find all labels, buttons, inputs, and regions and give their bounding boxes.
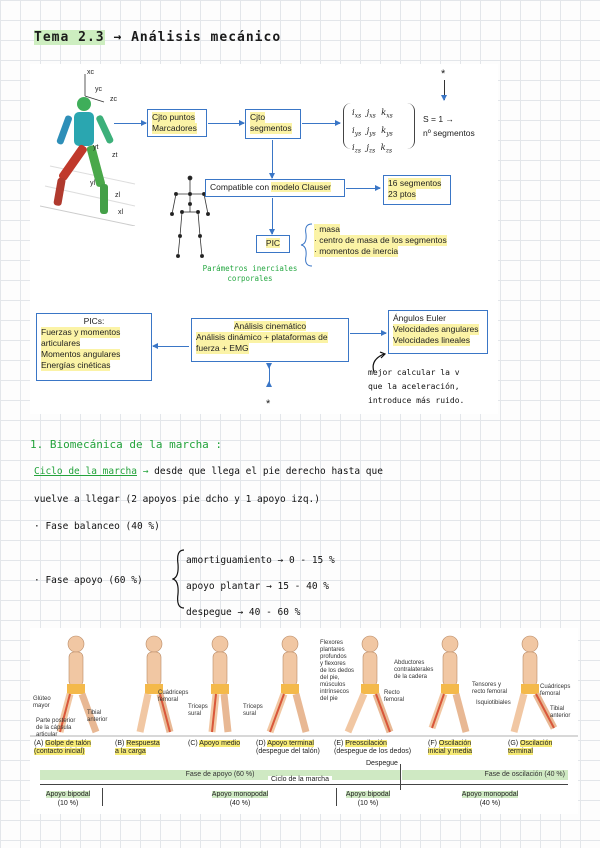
arrow-line: [272, 140, 273, 178]
star-mark: *: [266, 398, 271, 410]
phase-caption-c: (C) Apoyo medio: [188, 740, 241, 747]
markers-box: [147, 109, 207, 137]
muscle-label: Cuádriceps femoral: [158, 690, 189, 703]
axis-label: zc: [110, 96, 117, 103]
arrow-line: [272, 198, 273, 234]
phase-caption-f: (F) Oscilación inicial y media: [428, 740, 472, 755]
walker-b: [140, 636, 170, 732]
segment-count-box: [383, 175, 451, 205]
inertial-parameters-note: Parámetros inerciales corporales: [202, 264, 298, 283]
support-bipodal-1: Apoyo bipodal (10 %): [45, 791, 91, 807]
segments-box: [245, 109, 301, 139]
section-heading: 1. Biomecánica de la marcha :: [30, 438, 223, 451]
muscle-label: Tríceps sural: [188, 704, 208, 717]
arrow-line: [350, 333, 386, 334]
markers-line: Marcadores: [152, 123, 197, 133]
swing-band: Fase de oscilación (40 %): [402, 770, 568, 780]
muscle-label: Isquiotibiales: [476, 700, 511, 706]
stance-item: amortiguamiento → 0 - 15 %: [186, 555, 335, 566]
pics-output-box: [36, 313, 152, 381]
muscle-label: Recto femoral: [384, 690, 405, 703]
angles-box: [388, 310, 488, 354]
brace: [300, 222, 314, 268]
title-text: Análisis mecánico: [131, 30, 282, 45]
muscle-label: Glúteo mayor: [33, 696, 51, 709]
muscle-label: Tríceps sural: [243, 704, 263, 717]
title-arrow: →: [113, 30, 123, 45]
arrow-line: [444, 80, 445, 100]
axis-label: xc: [87, 69, 94, 76]
stance-band: Fase de apoyo (60 %): [40, 770, 400, 780]
cycle-label: Ciclo de la marcha: [268, 776, 332, 783]
pics-item: Momentos angulares: [41, 349, 121, 359]
walker-f: [432, 636, 466, 732]
pics-item: Fuerzas y momentos: [41, 327, 121, 337]
axis-label: xl: [118, 209, 124, 216]
matrix-row: $i_{ys}$ $j_{ys}$ $k_{ys}$: [352, 125, 393, 138]
pic-item: · centro de masa de los segmentos: [314, 235, 447, 245]
pic-list: [314, 224, 447, 257]
arrow-line: [269, 364, 270, 386]
phase-caption-e: (E) Preoscilación (despegue de los dedos): [334, 740, 412, 755]
cycle-text: desde que llega el pie derecho hasta que: [154, 466, 383, 477]
support-monopodal-1: Apoyo monopodal (40 %): [211, 791, 269, 807]
phase-caption-d: (D) Apoyo terminal (despegue del talón): [256, 740, 320, 755]
walker-d: [270, 636, 306, 732]
body-model-illustration: [40, 66, 140, 226]
despegue-label: Despegue: [366, 760, 398, 767]
phase-caption-a: (A) Golpe de talón (contacto inicial): [34, 740, 91, 755]
angles-title: Ángulos Euler: [393, 313, 446, 323]
cycle-line-2: vuelve a llegar (2 apoyos pie dcho y 1 apoyo izq.): [34, 494, 320, 505]
dynamic-analysis: Análisis dinámico + plataformas de: [196, 332, 328, 342]
muscle-label: Cuádriceps femoral: [540, 684, 571, 697]
support-bipodal-2: Apoyo bipodal (10 %): [345, 791, 391, 807]
muscle-label: Tensores y recto femoral: [472, 682, 508, 695]
angles-item: Velocidades lineales: [393, 335, 471, 345]
markers-line: Cjto puntos: [152, 112, 195, 122]
matrix-row: $i_{xs}$ $j_{xs}$ $k_{xs}$: [352, 108, 393, 120]
segments-count: 16 segmentos: [388, 178, 442, 188]
matrix-content: [352, 106, 393, 159]
support-monopodal-2: Apoyo monopodal (40 %): [461, 791, 519, 807]
cycle-line: [40, 784, 568, 785]
pic-item: · masa: [314, 224, 340, 234]
divider-line: [400, 764, 401, 790]
pics-item: Energías cinéticas: [41, 360, 111, 370]
segments-line: Cjto: [250, 112, 266, 122]
muscle-label: Parte posterior de la cápsula articular: [36, 718, 76, 738]
pic-box: PIC: [256, 235, 290, 253]
star-mark: *: [441, 68, 446, 80]
axis-label: zt: [112, 152, 118, 159]
segments-line: segmentos: [250, 123, 292, 133]
divider-line: [102, 788, 103, 806]
title-prefix: Tema 2.3: [34, 30, 105, 45]
walker-e: [348, 636, 390, 732]
muscle-label: Tibial anterior: [87, 710, 108, 723]
pics-title: PICs:: [83, 316, 105, 326]
pics-item: articulares: [41, 338, 81, 348]
kinematic-analysis: Análisis cinemático: [233, 321, 307, 331]
swing-phase: · Fase balanceo (40 %): [34, 521, 160, 532]
arrow-line: [208, 123, 244, 124]
arrow-line: [114, 123, 146, 124]
muscle-label: Abductores contralaterales de la cadera: [394, 660, 434, 680]
axis-label: yt: [93, 144, 99, 151]
cycle-line-1: [34, 466, 383, 477]
segments-note: nº segmentos: [423, 128, 475, 138]
compatible-box: Compatible con modelo Clauser: [205, 179, 345, 197]
axis-label: yl: [90, 180, 96, 187]
analysis-box: [191, 318, 349, 362]
arrow-line: [153, 346, 189, 347]
arrow-line: [346, 188, 380, 189]
phase-caption-g: (G) Oscilación terminal: [508, 740, 553, 755]
s-note: S = 1 →: [423, 114, 454, 124]
stance-item: apoyo plantar → 15 - 40 %: [186, 581, 329, 592]
stance-item: despegue → 40 - 60 %: [186, 607, 301, 618]
cycle-arrow: →: [142, 466, 149, 477]
brace: [172, 548, 186, 610]
handwritten-note: mejor calcular la v que la aceleración, introduce más ruido.: [368, 368, 465, 405]
stance-phase: · Fase apoyo (60 %): [34, 575, 143, 586]
cycle-label: Ciclo de la marcha: [34, 466, 137, 477]
axis-label: yc: [95, 86, 102, 93]
arrow-line: [302, 123, 340, 124]
phase-caption-b: (B) Respuesta a la carga: [115, 740, 160, 755]
points-count: 23 ptos: [388, 189, 416, 199]
muscle-label: Flexores plantares profundos y flexores de los dedos del pie, músculos intrínsecos del pie: [320, 640, 355, 702]
pic-item: · momentos de inercia: [314, 246, 399, 256]
muscle-label: Tibial anterior: [550, 706, 571, 719]
axis-label: zl: [115, 192, 121, 199]
dynamic-analysis: fuerza + EMG: [196, 343, 249, 353]
page-title: [34, 30, 281, 45]
walker-c: [211, 636, 229, 732]
angles-item: Velocidades angulares: [393, 324, 479, 334]
stance-list: [186, 548, 335, 626]
matrix-row: $i_{zs}$ $j_{zs}$ $k_{zs}$: [352, 143, 393, 156]
